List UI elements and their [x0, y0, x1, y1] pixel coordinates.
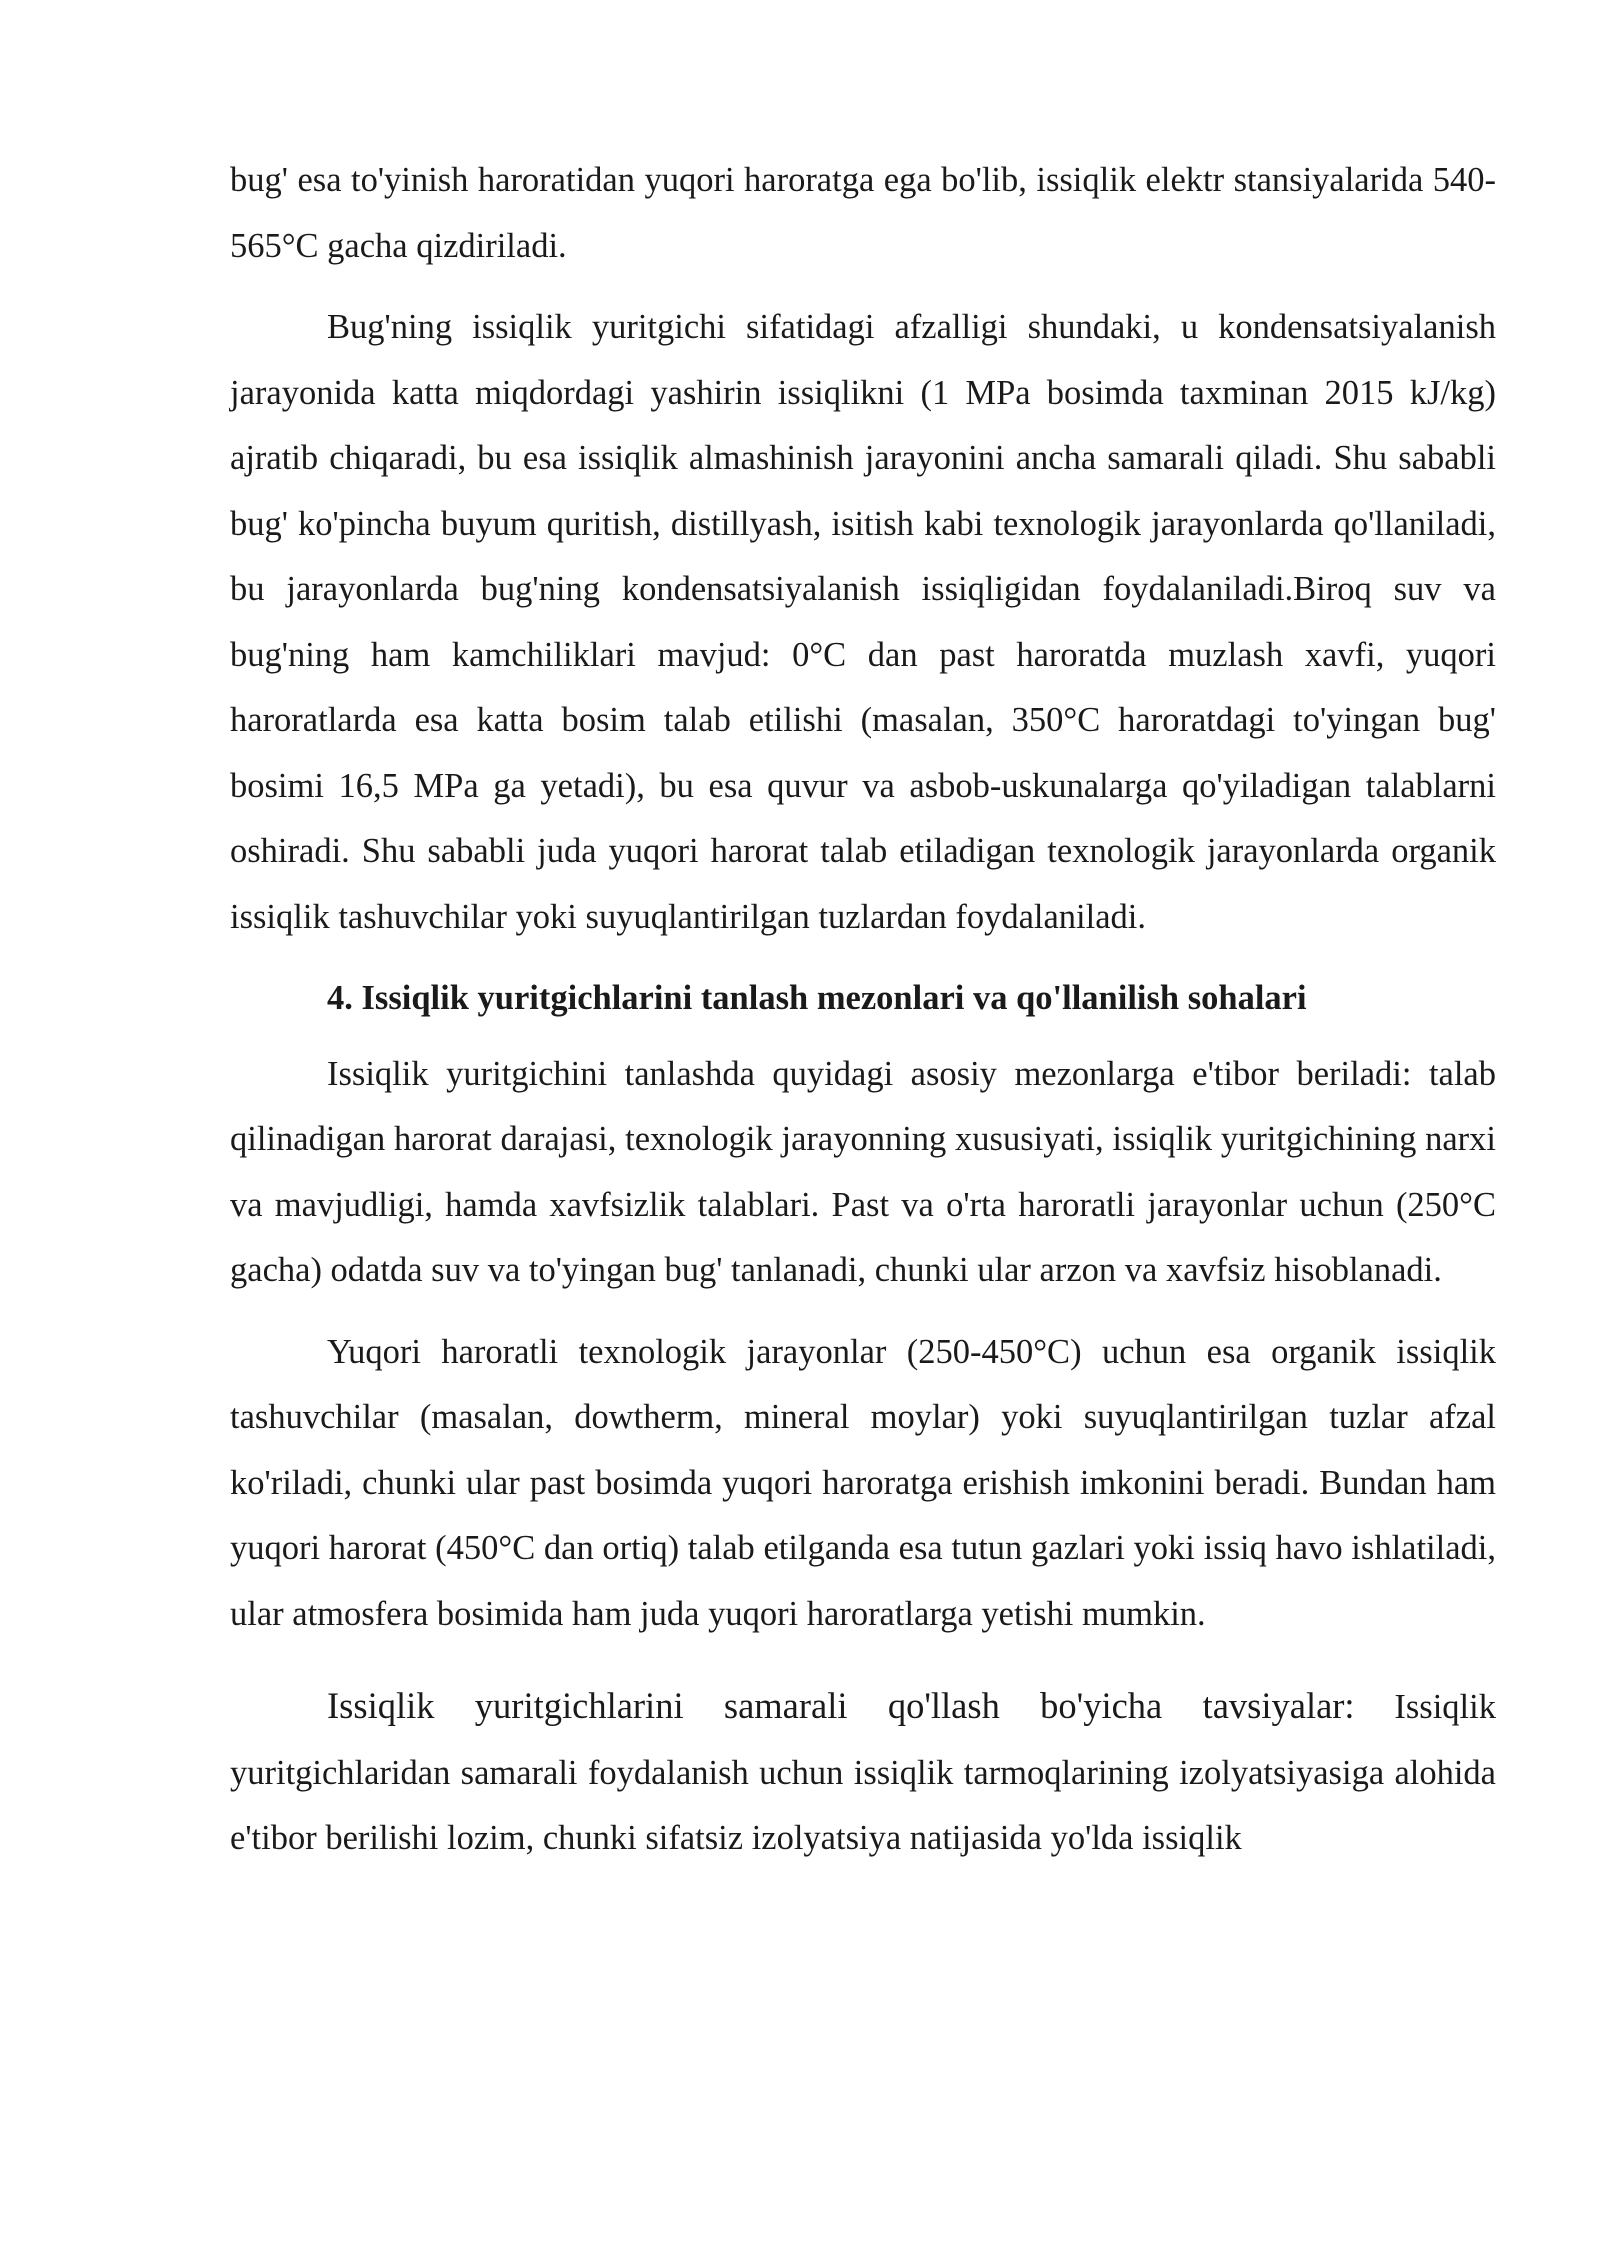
recommendations-body: Issiqlik yuritgichlaridan samarali foydalanish uchun issiqlik tarmoqlarining izolyatsiyasiga alohida e'tibor berilishi lozim, chunki sifatsiz izolyatsiya natijasida yo'lda issiqlik — [230, 1688, 1496, 1857]
paragraph-selection-criteria: Issiqlik yuritgichini tanlashda quyidagi asosiy mezonlarga e'tibor beriladi: talab qilinadigan harorat darajasi, texnologik jarayonning xususiyati, issiqlik yuritgichining narxi va mavjudligi, hamda xavfsizlik talablari. Past va o'rta haroratli jarayonlar uchun (250°C gacha) odatda suv va to'yingan bug' tanlanadi, chunki ular arzon va xavfsiz hisoblanadi. — [230, 1054, 1496, 1289]
section-heading: 4. Issiqlik yuritgichlarini tanlash mezonlari va qo'llanilish sohalari — [327, 979, 1307, 1017]
paragraph-recommendations — [230, 1673, 1496, 1872]
paragraph-steam-advantages: Bug'ning issiqlik yuritgichi sifatidagi afzalligi shundaki, u kondensatsiyalanish jarayonida katta miqdordagi yashirin issiqlikni (1 MPa bosimda taxminan 2015 kJ/kg) ajratib chiqaradi, bu esa issiqlik almashinish jarayonini ancha samarali qiladi. Shu sababli bug' ko'pincha buyum quritish, distillyash, isitish kabi texnologik jarayonlarda qo'llaniladi, bu jarayonlarda bug'ning kondensatsiyalanish issiqligidan foydalaniladi.Biroq suv va bug'ning ham kamchiliklari mavjud: 0°C dan past haroratda muzlash xavfi, yuqori haroratlarda esa katta bosim talab etilishi (masalan, 350°C haroratdagi to'yingan bug' bosimi 16,5 MPa ga yetadi), bu esa quvur va asbob-uskunalarga qo'yiladigan talablarni oshiradi. Shu sababli juda yuqori harorat talab etiladigan texnologik jarayonlarda organik issiqlik tashuvchilar yoki suyuqlantirilgan tuzlardan foydalaniladi. — [230, 308, 1496, 936]
paragraph-high-temperature: Yuqori haroratli texnologik jarayonlar (250-450°C) uchun esa organik issiqlik tashuvchilar (masalan, dowtherm, mineral moylar) yoki suyuqlantirilgan tuzlar afzal ko'riladi, chunki ular past bosimda yuqori haroratga erishish imkonini beradi. Bundan ham yuqori harorat (450°C dan ortiq) talab etilganda esa tutun gazlari yoki issiq havo ishlatiladi, ular atmosfera bosimida ham juda yuqori haroratlarga yetishi mumkin. — [230, 1332, 1496, 1633]
paragraph-continuation: bug' esa to'yinish haroratidan yuqori haroratga ega bo'lib, issiqlik elektr stansiyalarida 540-565°C gacha qizdiriladi. — [230, 161, 1496, 265]
document-page — [230, 148, 1496, 1872]
recommendations-lead: Issiqlik yuritgichlarini samarali qo'llash bo'yicha tavsiyalar: — [327, 1685, 1355, 1726]
